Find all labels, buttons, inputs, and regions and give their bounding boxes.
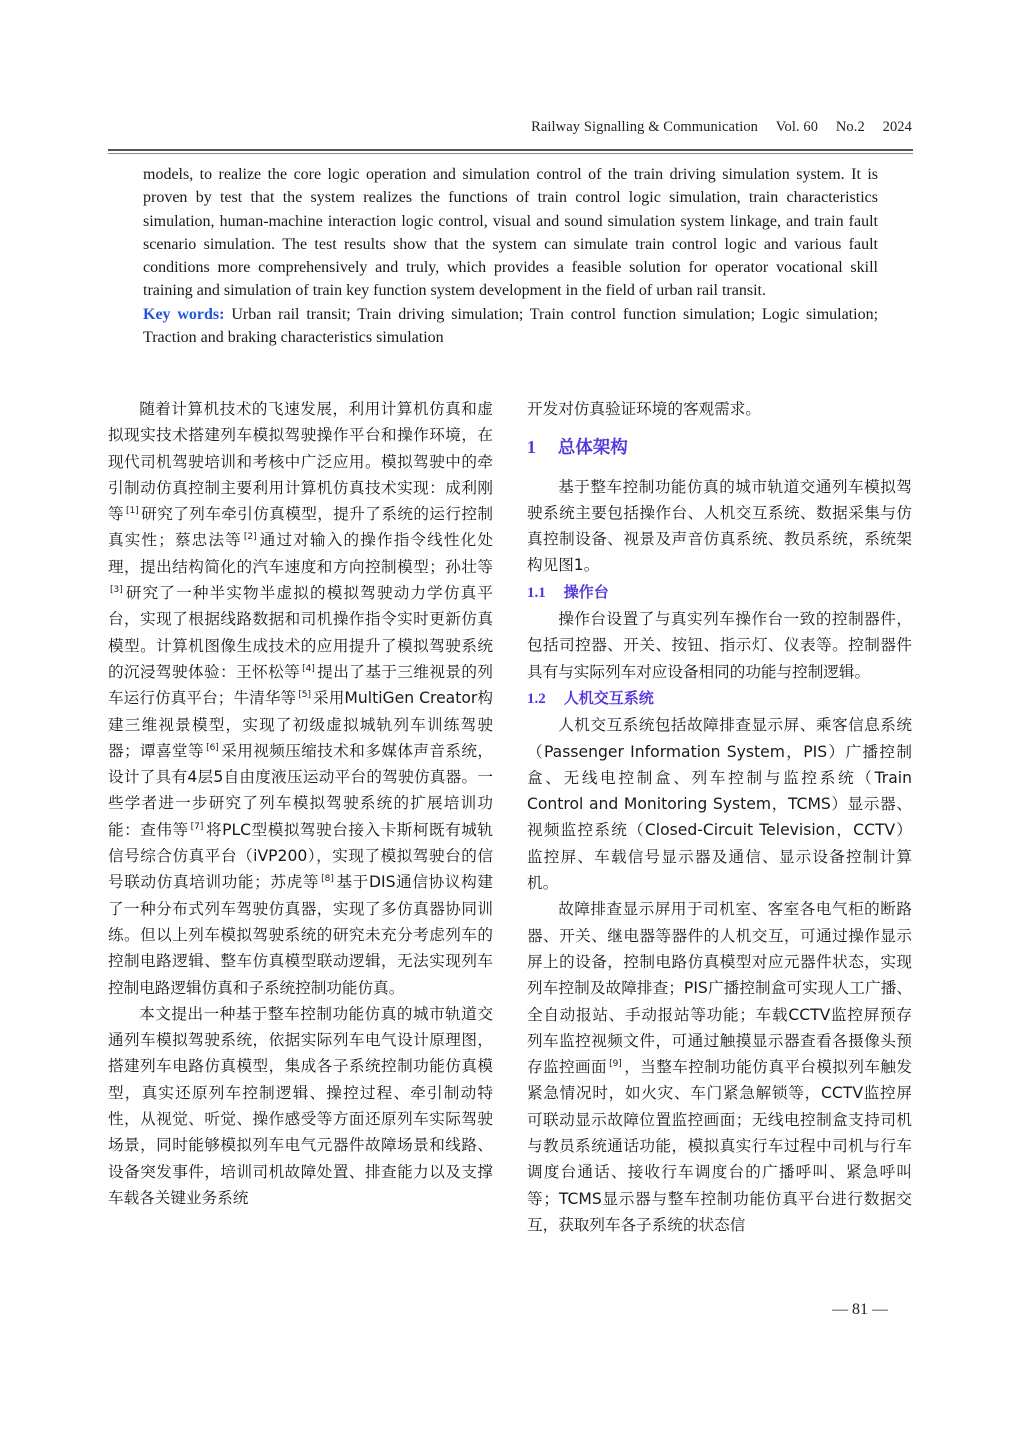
text-run: 将PLC型模拟驾驶台接入卡斯柯既有城轨信号综合仿真平台（iVP200），实现了模拟驾驶台的信号联动仿真培训功能；苏虎等 <box>108 820 493 892</box>
intro-paragraph-2: 本文提出一种基于整车控制功能仿真的城市轨道交通列车模拟驾驶系统，依据实际列车电气设计原理图，搭建列车电路仿真模型，集成各子系统控制功能仿真模型，真实还原列车控制逻辑、操控过程、牵引制动特性，从视觉、听觉、操作感受等方面还原列车实际驾驶场景，同时能够模拟列车电气元器件故障场景和线路、设备突发事件，培训司机故障处置、排查能力以及支撑车载各关键业务系统 <box>108 1004 493 1207</box>
text-run: 采用MultiGen Creator构建三维视景模型，实现了初级虚拟城轨列车训练驾驶器；谭喜堂等 <box>108 689 493 760</box>
text-run: ，当整车控制功能仿真平台模拟列车触发紧急情况时，如火灾、车门紧急解锁等，CCTV监控屏可联动显示故障位置监控画面；无线电控制盒支持司机与教员系统通话功能，模拟真实行车过程中司机与行车调度台通话、接收行车调度台的广播呼叫、紧急呼叫等；TCMS显示器与整车控制功能仿真平台进行数据交互，获取列车各子系统的状态信 <box>527 1058 912 1234</box>
page-number: — 81 — <box>832 1301 888 1318</box>
citation-7[interactable]: [7] <box>190 821 204 832</box>
keywords <box>143 303 878 350</box>
journal-volume: Vol. 60 <box>775 119 819 135</box>
section-heading-1-2 <box>527 685 912 712</box>
citation-3[interactable]: [3] <box>110 585 123 596</box>
journal-year: 2024 <box>882 119 912 135</box>
intro-paragraph-end: 开发对仿真验证环境的客观需求。 <box>527 400 761 418</box>
citation-2[interactable]: [2] <box>243 532 257 543</box>
section-title: 总体架构 <box>557 438 628 459</box>
section-heading-1-1 <box>527 579 912 606</box>
citation-1[interactable]: [1] <box>126 506 139 517</box>
text-run: 随着计算机技术的飞速发展，利用计算机仿真和虚拟现实技术搭建列车模拟驾驶操作平台和操作环境，在现代司机驾驶培训和考核中广泛应用。模拟驾驶中的牵引制动仿真控制主要利用计算机仿真技术实现：成利刚等 <box>108 400 493 524</box>
section-title: 人机交互系统 <box>563 688 654 707</box>
section1-2-paragraph-1: 人机交互系统包括故障排查显示屏、乘客信息系统（Passenger Information System，PIS）广播控制盒、无线电控制盒、列车控制与监控系统（Train Control and Monitoring System，TCMS）显示器、视频监控系统（Closed-Circuit Television，CCTV）监控屏、车载信号显示器及通信、显示设备控制计算机。 <box>527 716 912 893</box>
left-column <box>108 396 493 1211</box>
text-run: 故障排查显示屏用于司机室、客室各电气柜的断路器、开关、继电器等器件的人机交互，可通过操作显示屏上的设备，控制电路仿真模型对应元器件状态，实现列车控制及故障排查；PIS广播控制盒可实现人工广播、全自动报站、手动报站等功能；车载CCTV监控屏预存列车监控视频文件，可通过触摸显示器查看各摄像头预存监控画面 <box>527 900 912 1077</box>
section1-paragraph: 基于整车控制功能仿真的城市轨道交通列车模拟驾驶系统主要包括操作台、人机交互系统、数据采集与仿真控制设备、视景及声音仿真系统、教员系统，系统架构见图1。 <box>527 477 912 575</box>
text-run: 采用视频压缩技术和多媒体声音系统，设计了具有4层5自由度液压运动平台的驾驶仿真器。一些学者进一步研究了列车模拟驾驶系统的扩展培训功能：查伟等 <box>108 741 493 839</box>
english-abstract <box>143 163 878 349</box>
section1-1-paragraph: 操作台设置了与真实列车操作台一致的控制器件，包括司控器、开关、按钮、指示灯、仪表等。控制器件具有与实际列车对应设备相同的功能与控制逻辑。 <box>527 610 912 681</box>
section-number: 1.2 <box>527 690 546 707</box>
section-title: 操作台 <box>563 582 609 601</box>
abstract-text: models, to realize the core logic operation and simulation control of the train driving simulation system. It is proven by test that the system realizes the functions of train control logic simulation, train characteristics simulation, human-machine interaction logic control, visual and sound simulation system linkage, and train fault scenario simulation. The test results show that the system can simulate train control logic and various fault conditions more comprehensively and truly, which provides a feasible solution for operator vocational skill training and simulation of train key function system development in the field of urban rail transit. <box>143 166 878 300</box>
text-run: 基于DIS通信协议构建了一种分布式列车驾驶仿真器，实现了多仿真器协同训练。但以上列车模拟驾驶系统的研究未充分考虑列车的控制电路逻辑、整车仿真模型联动逻辑，无法实现列车控制电路逻辑仿真和子系统控制功能仿真。 <box>108 873 493 997</box>
intro-paragraph-1 <box>108 396 493 1001</box>
section-number: 1.1 <box>527 584 546 601</box>
citation-8[interactable]: [8] <box>321 874 334 885</box>
keywords-list: Urban rail transit; Train driving simulation; Train control function simulation; Logic simulation; Traction and braking characteristics simulation <box>143 305 879 347</box>
citation-5[interactable]: [5] <box>298 690 311 701</box>
section-number: 1 <box>527 437 536 458</box>
text-run: 研究了一种半实物半虚拟的模拟驾驶动力学仿真平台，实现了根据线路数据和司机操作指令实时更新仿真模型。计算机图像生成技术的应用提升了模拟驾驶系统的沉浸驾驶体验：王怀松等 <box>108 584 493 681</box>
text-run: 研究了列车牵引仿真模型，提升了系统的运行控制真实性；蔡忠法等 <box>108 505 493 550</box>
right-column <box>527 396 912 1238</box>
journal-number: No.2 <box>835 119 865 135</box>
keywords-label: Key words: <box>143 305 225 323</box>
header-rule-thin <box>108 153 913 154</box>
header-rule-thick <box>108 149 913 151</box>
section-heading-1 <box>527 434 912 461</box>
section1-2-paragraph-2 <box>527 896 912 1238</box>
citation-6[interactable]: [6] <box>206 742 219 753</box>
citation-4[interactable]: [4] <box>302 663 315 674</box>
citation-9[interactable]: [9] <box>609 1059 622 1070</box>
text-run: 提出了基于三维视景的列车运行仿真平台；牛清华等 <box>108 662 493 708</box>
running-header <box>108 119 912 136</box>
journal-name: Railway Signalling & Communication <box>531 119 759 135</box>
text-run: 通过对输入的操作指令线性化处理，提出结构简化的汽车速度和方向控制模型；孙壮等 <box>108 531 493 576</box>
